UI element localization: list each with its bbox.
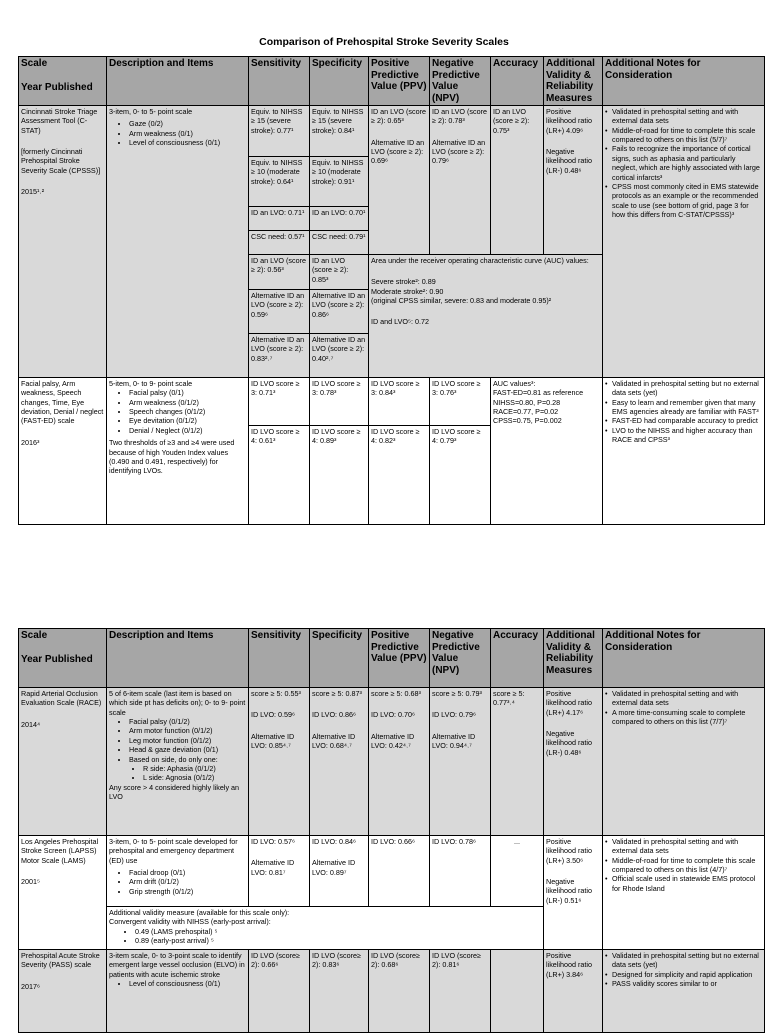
pass-npv: ID LVO (score≥ 2): 0.81⁶ xyxy=(430,950,491,1033)
header-npv: Negative Predictive Value (NPV) xyxy=(430,57,491,106)
header-description: Description and Items xyxy=(107,629,249,688)
fasted-spec-4: ID LVO score ≥ 4: 0.89³ xyxy=(310,426,369,525)
header-specificity: Specificity xyxy=(310,629,369,688)
fasted-sens-3: ID LVO score ≥ 3: 0.71³ xyxy=(249,378,310,426)
lams-notes: • Validated in prehospital setting and with external data sets • Middle-of-road for time to complete this scale compared to others on this list (4/7)⁷ • Official scale used in statewide EMS protocol for Rhode Island xyxy=(603,836,765,950)
lams-description-cell: 3-item, 0- to 5- point scale developed for prehospital and emergency department (ED) use • Facial droop (0/1) • Arm drift (0/1/2) • Grip strength (0/1/2) xyxy=(107,836,249,907)
header-ppv: Positive Predictive Value (PPV) xyxy=(369,57,430,106)
race-accuracy: score ≥ 5: 0.77³˒⁴ xyxy=(491,688,544,836)
header-notes: Additional Notes for Consideration xyxy=(603,629,765,688)
cstat-sens-alt1: Alternative ID an LVO (score ≥ 2): 0.59⁶ xyxy=(249,290,310,334)
header-scale: Scale Year Published xyxy=(19,629,107,688)
header-specificity: Specificity xyxy=(310,57,369,106)
table-row xyxy=(19,950,765,1033)
lams-npv: ID LVO: 0.78⁶ xyxy=(430,836,491,907)
cstat-auc: Area under the receiver operating characteristic curve (AUC) values: Severe stroke²: 0.89 Moderate stroke²: 0.90 (original CPSS similar, severe: 0.83 and moderate 0.95)² ID and LVO⁵: 0.72 xyxy=(369,255,603,378)
cstat-spec-moderate: Equiv. to NIHSS ≥ 10 (moderate stroke): 0.91¹ xyxy=(310,157,369,207)
pass-accuracy xyxy=(491,950,544,1033)
race-additional: Positive likelihood ratio (LR+) 4.17⁶ Negative likelihood ratio (LR-) 0.48⁶ xyxy=(544,688,603,836)
lams-additional: Positive likelihood ratio (LR+) 3.50⁶ Negative likelihood ratio (LR-) 0.51⁶ xyxy=(544,836,603,950)
race-specificity: score ≥ 5: 0.87³ ID LVO: 0.86⁶ Alternative ID LVO: 0.68⁴˒⁷ xyxy=(310,688,369,836)
cstat-spec-csc: CSC need: 0.79¹ xyxy=(310,231,369,255)
lams-accuracy: ... xyxy=(491,836,544,907)
pass-additional: Positive likelihood ratio (LR+) 3.84⁶ xyxy=(544,950,603,1033)
fasted-spec-3: ID LVO score ≥ 3: 0.78³ xyxy=(310,378,369,426)
cstat-additional: Positive likelihood ratio (LR+) 4.09⁶ Negative likelihood ratio (LR-) 0.48⁶ xyxy=(544,106,603,255)
cstat-spec-alt1: Alternative ID an LVO (score ≥ 2): 0.86⁶ xyxy=(310,290,369,334)
header-ppv: Positive Predictive Value (PPV) xyxy=(369,629,430,688)
document-title: Comparison of Prehospital Stroke Severity Scales xyxy=(259,36,509,48)
cstat-notes: • Validated in prehospital setting and with external data sets • Middle-of-road for time to complete this scale compared to others on this list (5/7)⁷ • Fails to recognize the importance of cortical signs, such as aphasia and particularly neglect, which are highly associated with large cortical infarcts³ • CPSS most commonly cited in EMS statewide protocols as an example or the recommended scale to use (see bottom of grid, page 3 for how this differs from C-STAT/CPSSS)³ xyxy=(603,106,765,378)
scales-table-page-2 xyxy=(18,628,765,1033)
fasted-npv-4: ID LVO score ≥ 4: 0.79³ xyxy=(430,426,491,525)
header-npv: Negative Predictive Value (NPV) xyxy=(430,629,491,688)
fasted-ppv-3: ID LVO score ≥ 3: 0.84³ xyxy=(369,378,430,426)
pass-ppv: ID LVO (score≥ 2): 0.68⁶ xyxy=(369,950,430,1033)
race-description-cell: 5 of 6-item scale (last item is based on which side pt has deficits on); 0- to 9- point scale • Facial palsy (0/1/2) • Arm motor function (0/1/2) • Leg motor function (0/1/2) • Head & gaze deviation (0/1) • Based on side, do only one: • R side: Aphasia (0/1/2) • L side: Agnosia (0/1/2) Any score > 4 considered highly likely an LVO xyxy=(107,688,249,836)
header-accuracy: Accuracy xyxy=(491,57,544,106)
cstat-accuracy: ID an LVO (score ≥ 2): 0.75³ xyxy=(491,106,544,255)
fasted-ppv-4: ID LVO score ≥ 4: 0.82³ xyxy=(369,426,430,525)
pass-sensitivity: ID LVO (score≥ 2): 0.66⁶ xyxy=(249,950,310,1033)
header-accuracy: Accuracy xyxy=(491,629,544,688)
cstat-sens-lvo2: ID an LVO (score ≥ 2): 0.56³ xyxy=(249,255,310,290)
lams-nihss-validity: Additional validity measure (available for this scale only): Convergent validity with NIHSS (early-post arrival): • 0.49 (LAMS prehospital) ⁵ • 0.89 (early-post arrival) ⁵ xyxy=(107,907,544,950)
table-row xyxy=(19,378,765,426)
header-additional-validity: Additional Validity & Reliability Measures xyxy=(544,629,603,688)
header-additional-validity: Additional Validity & Reliability Measures xyxy=(544,57,603,106)
cstat-sens-moderate: Equiv. to NIHSS ≥ 10 (moderate stroke): 0.64¹ xyxy=(249,157,310,207)
fasted-auc: AUC values³: FAST-ED=0.81 as reference NIHSS=0.80, P=0.28 RACE=0.77, P=0.02 CPSS=0.75, P=0.002 xyxy=(491,378,603,525)
cstat-sens-lvo: ID an LVO: 0.71¹ xyxy=(249,207,310,231)
header-row xyxy=(19,57,765,106)
fasted-npv-3: ID LVO score ≥ 3: 0.76³ xyxy=(430,378,491,426)
scales-table-page-1 xyxy=(18,56,765,525)
fasted-notes: • Validated in prehospital setting but no external data sets (yet) • Easy to learn and remember given that many EMS agencies already are familiar with FAST³ • FAST-ED had comparable accuracy to predict • LVO to the NIHSS and higher accuracy than RACE and CPSS³ xyxy=(603,378,765,525)
cstat-description-cell: 3-item, 0- to 5- point scale • Gaze (0/2) • Arm weakness (0/1) • Level of consciousness (0/1) xyxy=(107,106,249,378)
cstat-sens-csc: CSC need: 0.57¹ xyxy=(249,231,310,255)
pass-notes: • Validated in prehospital setting but no external data sets (yet) • Designed for simplicity and rapid application • PASS validity scores similar to or xyxy=(603,950,765,1033)
cstat-sens-alt2: Alternative ID an LVO (score ≥ 2): 0.83²˒⁷ xyxy=(249,334,310,378)
header-row xyxy=(19,629,765,688)
pass-description-cell: 3-item scale, 0- to 3-point scale to identify emergent large vessel occlusion (ELVO) in patients with acute ischemic stroke • Level of consciousness (0/1) xyxy=(107,950,249,1033)
race-ppv: score ≥ 5: 0.68³ ID LVO: 0.70⁶ Alternative ID LVO: 0.42⁴˒⁷ xyxy=(369,688,430,836)
fasted-scale-cell: Facial palsy, Arm weakness, Speech changes, Time, Eye deviation, Denial / neglect (FAST-ED) scale 2016³ xyxy=(19,378,107,525)
header-notes: Additional Notes for Consideration xyxy=(603,57,765,106)
header-description: Description and Items xyxy=(107,57,249,106)
lams-specificity: ID LVO: 0.84⁶ Alternative ID LVO: 0.89⁷ xyxy=(310,836,369,907)
race-npv: score ≥ 5: 0.79³ ID LVO: 0.79⁶ Alternative ID LVO: 0.94⁴˒⁷ xyxy=(430,688,491,836)
cstat-spec-lvo2: ID an LVO (score ≥ 2): 0.85³ xyxy=(310,255,369,290)
race-sensitivity: score ≥ 5: 0.55³ ID LVO: 0.59⁶ Alternative ID LVO: 0.85⁴˒⁷ xyxy=(249,688,310,836)
lams-ppv: ID LVO: 0.66⁶ xyxy=(369,836,430,907)
table-row xyxy=(19,106,765,157)
cstat-scale-cell: Cincinnati Stroke Triage Assessment Tool (C-STAT) [formerly Cincinnati Prehospital Stroke Severity Scale (CPSSS)] 2015¹˒² xyxy=(19,106,107,378)
lams-sensitivity: ID LVO: 0.57⁶ Alternative ID LVO: 0.81⁷ xyxy=(249,836,310,907)
table-row xyxy=(19,688,765,836)
header-sensitivity: Sensitivity xyxy=(249,57,310,106)
lams-scale-cell: Los Angeles Prehospital Stroke Screen (LAPSS) Motor Scale (LAMS) 2001⁵ xyxy=(19,836,107,950)
race-scale-cell: Rapid Arterial Occlusion Evaluation Scale (RACE) 2014⁴ xyxy=(19,688,107,836)
table-row xyxy=(19,836,765,907)
header-scale: Scale Year Published xyxy=(19,57,107,106)
cstat-sens-severe: Equiv. to NIHSS ≥ 15 (severe stroke): 0.77¹ xyxy=(249,106,310,157)
cstat-spec-severe: Equiv. to NIHSS ≥ 15 (severe stroke): 0.84¹ xyxy=(310,106,369,157)
header-sensitivity: Sensitivity xyxy=(249,629,310,688)
fasted-description-cell: 5-item, 0- to 9- point scale • Facial palsy (0/1) • Arm weakness (0/1/2) • Speech changes (0/1/2) • Eye devitation (0/1/2) • Denial / Neglect (0/1/2) Two thresholds of ≥3 and ≥4 were used because of high Youden Index values (0.490 and 0.491, respectively) for identifying LVOs. xyxy=(107,378,249,525)
cstat-ppv: ID an LVO (score ≥ 2): 0.65³ Alternative ID an LVO (score ≥ 2): 0.69⁶ xyxy=(369,106,430,255)
pass-specificity: ID LVO (score≥ 2): 0.83⁶ xyxy=(310,950,369,1033)
cstat-spec-lvo: ID an LVO: 0.70¹ xyxy=(310,207,369,231)
pass-scale-cell: Prehospital Acute Stroke Severity (PASS) scale 2017⁶ xyxy=(19,950,107,1033)
cstat-npv: ID an LVO (score ≥ 2): 0.78³ Alternative ID an LVO (score ≥ 2): 0.79⁶ xyxy=(430,106,491,255)
cstat-spec-alt2: Alternative ID an LVO (score ≥ 2): 0.40²˒⁷ xyxy=(310,334,369,378)
race-notes: • Validated in prehospital setting and with external data sets • A more time-consuming scale to complete compared to others on this list (7/7)⁷ xyxy=(603,688,765,836)
fasted-sens-4: ID LVO score ≥ 4: 0.61³ xyxy=(249,426,310,525)
